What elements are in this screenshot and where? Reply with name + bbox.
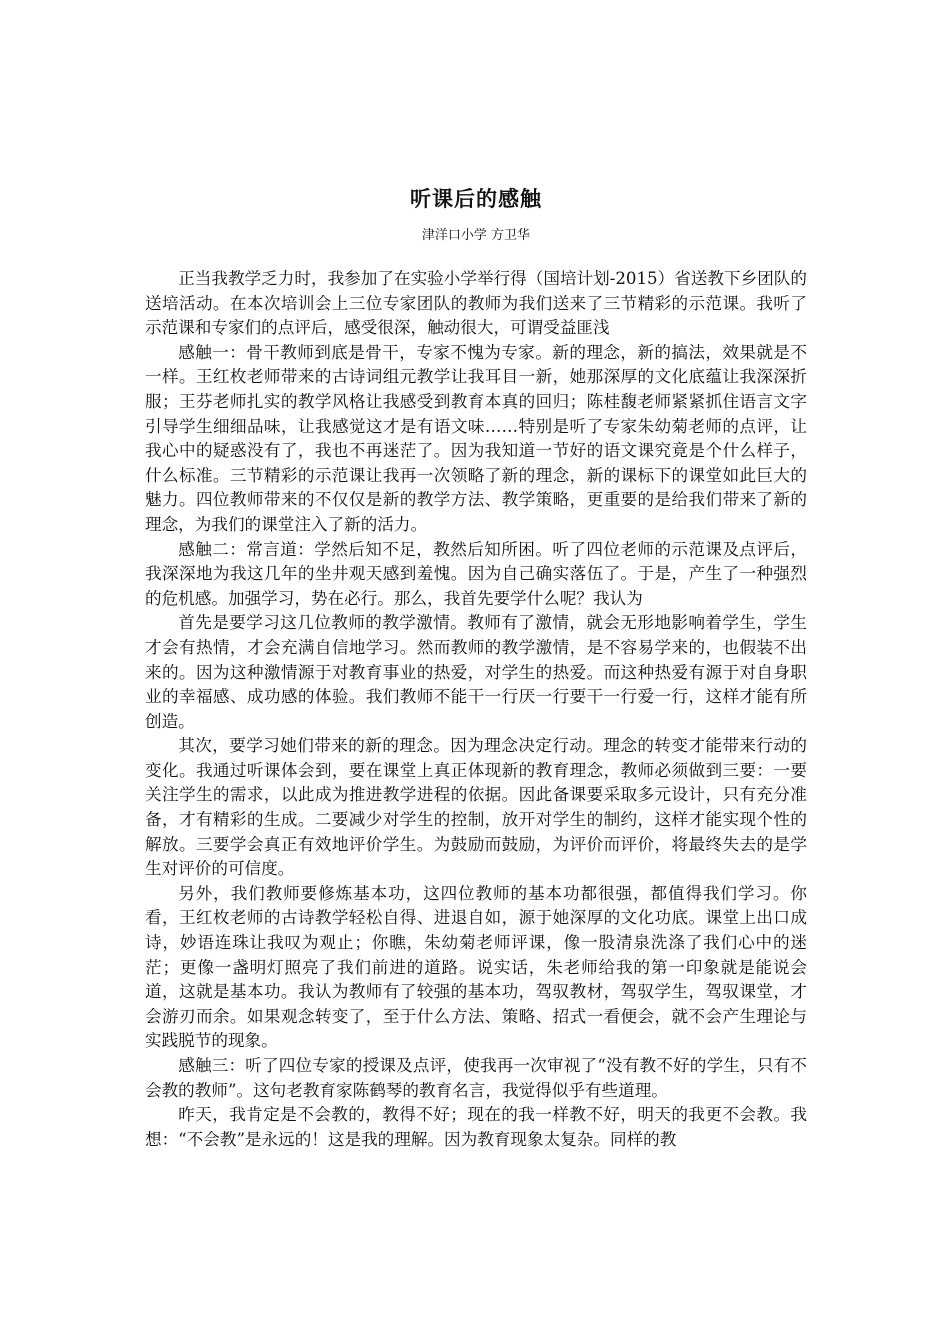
document-title: 听课后的感触 xyxy=(410,186,542,211)
paragraph-new-concepts: 其次，要学习她们带来的新的理念。因为理念决定行动。理念的转变才能带来行动的变化。我通过听课体会到，要在课堂上真正体现新的教育理念，教师必须做到三要：一要关注学生的需求，以此成为推进教学进程的依据。因此备课要采取多元设计，只有充分准备，才有精彩的生成。二要减少对学生的控制，放开对学生的制约，这样才能实现个性的解放。三要学会真正有效地评价学生。为鼓励而鼓励，为评价而评价，将最终失去的是学生对评价的可信度。 xyxy=(145,736,807,879)
paragraph-reflection-three: 感触三：听了四位专家的授课及点评，使我再一次审视了“没有教不好的学生，只有不会教的教师”。这句老教育家陈鹤琴的教育名言，我觉得似乎有些道理。 xyxy=(145,1056,807,1100)
paragraph-reflection-one: 感触一：骨干教师到底是骨干，专家不愧为专家。新的理念，新的搞法，效果就是不一样。王红枚老师带来的古诗词组元教学让我耳目一新，她那深厚的文化底蕴让我深深折服；王芬老师扎实的教学风格让我感受到教育本真的回归；陈桂馥老师紧紧抓住语言文字引导学生细细品味，让我感觉这才是有语文味……特别是听了专家朱幼菊老师的点评，让我心中的疑惑没有了，我也不再迷茫了。因为我知道一节好的语文课究竟是个什么样子，什么标准。三节精彩的示范课让我再一次领略了新的理念，新的课标下的课堂如此巨大的魅力。四位教师带来的不仅仅是新的教学方法、教学策略，更重要的是给我们带来了新的理念，为我们的课堂注入了新的活力。 xyxy=(145,342,807,534)
paragraph-reflection-two: 感触二：常言道：学然后知不足，教然后知所困。听了四位老师的示范课及点评后，我深深地为我这几年的坐井观天感到羞愧。因为自己确实落伍了。于是，产生了一种强烈的危机感。加强学习，势在必行。那么，我首先要学什么呢？我认为 xyxy=(145,539,807,608)
paragraph-basic-skills: 另外，我们教师要修炼基本功，这四位教师的基本功都很强，都值得我们学习。你看，王红枚老师的古诗教学轻松自得、进退自如，源于她深厚的文化功底。课堂上出口成诗，妙语连珠让我叹为观止；你瞧，朱幼菊老师评课，像一股清泉洗涤了我们心中的迷茫；更像一盏明灯照亮了我们前进的道路。说实话，朱老师给我的第一印象就是能说会道，这就是基本功。我认为教师有了较强的基本功，驾驭教材，驾驭学生，驾驭课堂，才会游刃而余。如果观念转变了，至于什么方法、策略、招式一看便会，就不会产生理论与实践脱节的现象。 xyxy=(145,883,807,1051)
document-page xyxy=(145,0,807,1344)
author-byline: 津洋口小学 方卫华 xyxy=(421,228,531,243)
paragraph-teaching-passion: 首先是要学习这几位教师的教学激情。教师有了激情，就会无形地影响着学生，学生才会有热情，才会充满自信地学习。然而教师的教学激情，是不容易学来的，也假装不出来的。因为这种激情源于对教育事业的热爱，对学生的热爱。而这种热爱有源于对自身职业的幸福感、成功感的体验。我们教师不能干一行厌一行要干一行爱一行，这样才能有所创造。 xyxy=(145,613,807,731)
paragraph-intro: 正当我教学乏力时，我参加了在实验小学举行得（国培计划-2015）省送教下乡团队的送培活动。在本次培训会上三位专家团队的教师为我们送来了三节精彩的示范课。我听了示范课和专家们的点评后，感受很深，触动很大，可谓受益匪浅 xyxy=(145,269,807,338)
paragraph-yesterday: 昨天，我肯定是不会教的，教得不好；现在的我一样教不好，明天的我更不会教。我想：“不会教”是永远的！这是我的理解。因为教育现象太复杂。同样的教 xyxy=(145,1105,807,1149)
document-body xyxy=(145,267,807,1152)
